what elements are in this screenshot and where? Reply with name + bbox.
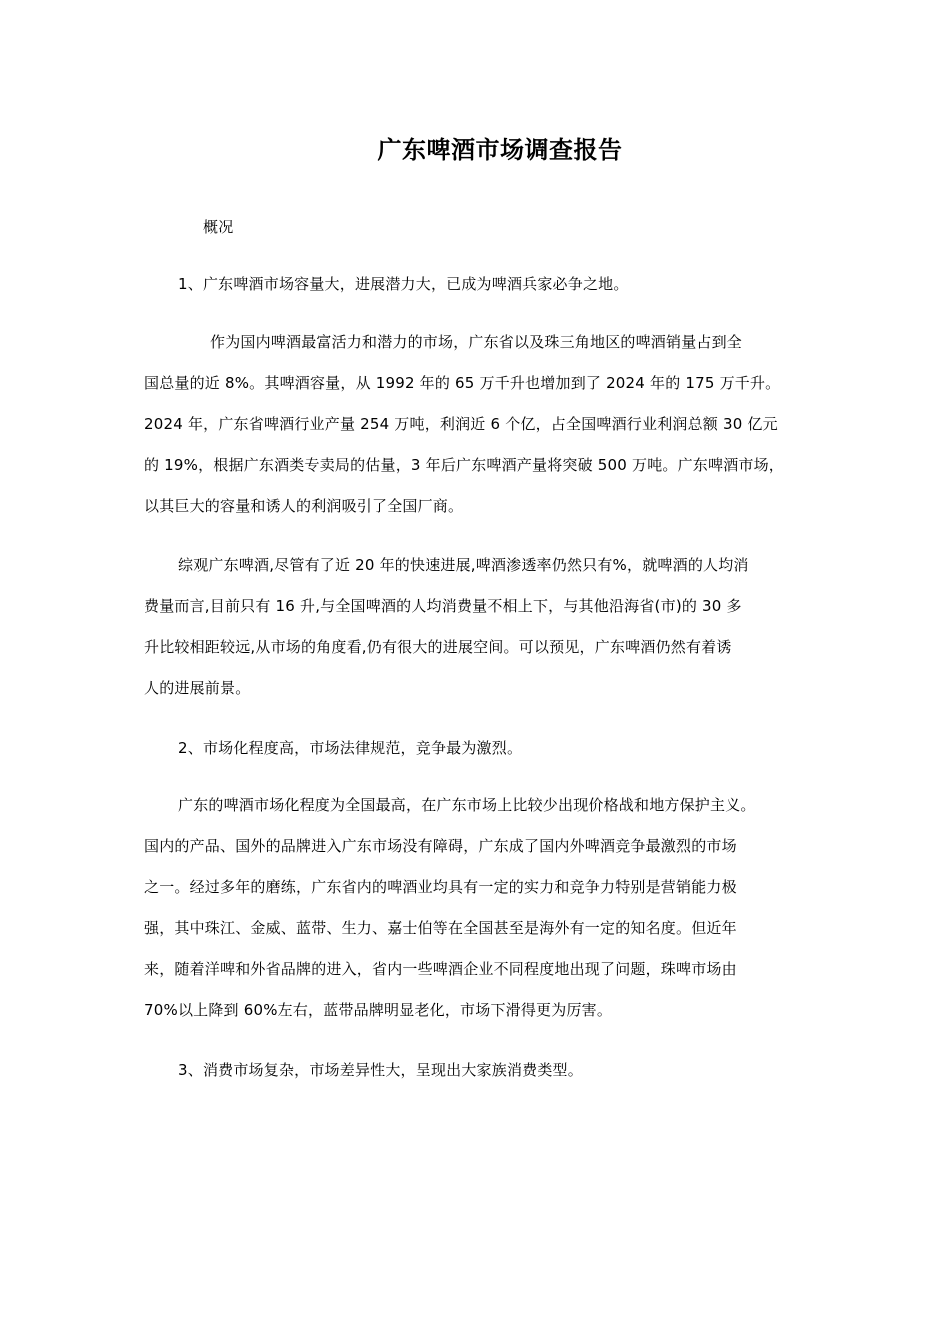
paragraph-line: 来，随着洋啤和外省品牌的进入，省内一些啤酒企业不同程度地出现了问题，珠啤市场由: [144, 960, 737, 978]
paragraph-line: 广东的啤酒市场化程度为全国最高，在广东市场上比较少出现价格战和地方保护主义。: [178, 796, 756, 814]
section-2-paragraph-1: [144, 785, 810, 1031]
paragraph-line: 综观广东啤酒,尽管有了近 20 年的快速进展,啤酒渗透率仍然只有%，就啤酒的人均消: [178, 556, 749, 574]
paragraph-line: 国内的产品、国外的品牌进入广东市场没有障碍，广东成了国内外啤酒竞争最激烈的市场: [144, 837, 737, 855]
paragraph-line: 国总量的近 8%。其啤酒容量，从 1992 年的 65 万千升也增加到了 2024 年的 175 万千升。: [144, 374, 781, 392]
document-title: 广东啤酒市场调查报告: [377, 136, 623, 164]
paragraph-line: 强，其中珠江、金威、蓝带、生力、嘉士伯等在全国甚至是海外有一定的知名度。但近年: [144, 919, 737, 937]
paragraph-line: 作为国内啤酒最富活力和潜力的市场，广东省以及珠三角地区的啤酒销量占到全: [210, 333, 743, 351]
paragraph-line: 2024 年，广东省啤酒行业产量 254 万吨，利润近 6 个亿，占全国啤酒行业利润总额 30 亿元: [144, 415, 778, 433]
section-2-heading: 2、市场化程度高，市场法律规范，竞争最为激烈。: [178, 739, 523, 757]
section-1-paragraph-1: [144, 322, 810, 527]
paragraph-line: 以其巨大的容量和诱人的利润吸引了全国厂商。: [144, 497, 464, 515]
section-3-heading: 3、消费市场复杂，市场差异性大，呈现出大家族消费类型。: [178, 1061, 583, 1079]
section-1-heading: 1、广东啤酒市场容量大，进展潜力大，已成为啤酒兵家必争之地。: [178, 275, 629, 293]
paragraph-line: 升比较相距较远,从市场的角度看,仍有很大的进展空间。可以预见，广东啤酒仍然有着诱: [144, 638, 732, 656]
paragraph-line: 70%以上降到 60%左右，蓝带品牌明显老化，市场下滑得更为厉害。: [144, 1001, 613, 1019]
paragraph-line: 的 19%，根据广东酒类专卖局的估量，3 年后广东啤酒产量将突破 500 万吨。广东啤酒市场，: [144, 456, 784, 474]
paragraph-line: 之一。经过多年的磨练，广东省内的啤酒业均具有一定的实力和竞争力特别是营销能力极: [144, 878, 737, 896]
paragraph-line: 费量而言,目前只有 16 升,与全国啤酒的人均消费量不相上下，与其他沿海省(市)的 30 多: [144, 597, 742, 615]
section-1-paragraph-2: [144, 545, 810, 709]
overview-label: 概况: [203, 218, 234, 236]
paragraph-line: 人的进展前景。: [144, 679, 251, 697]
